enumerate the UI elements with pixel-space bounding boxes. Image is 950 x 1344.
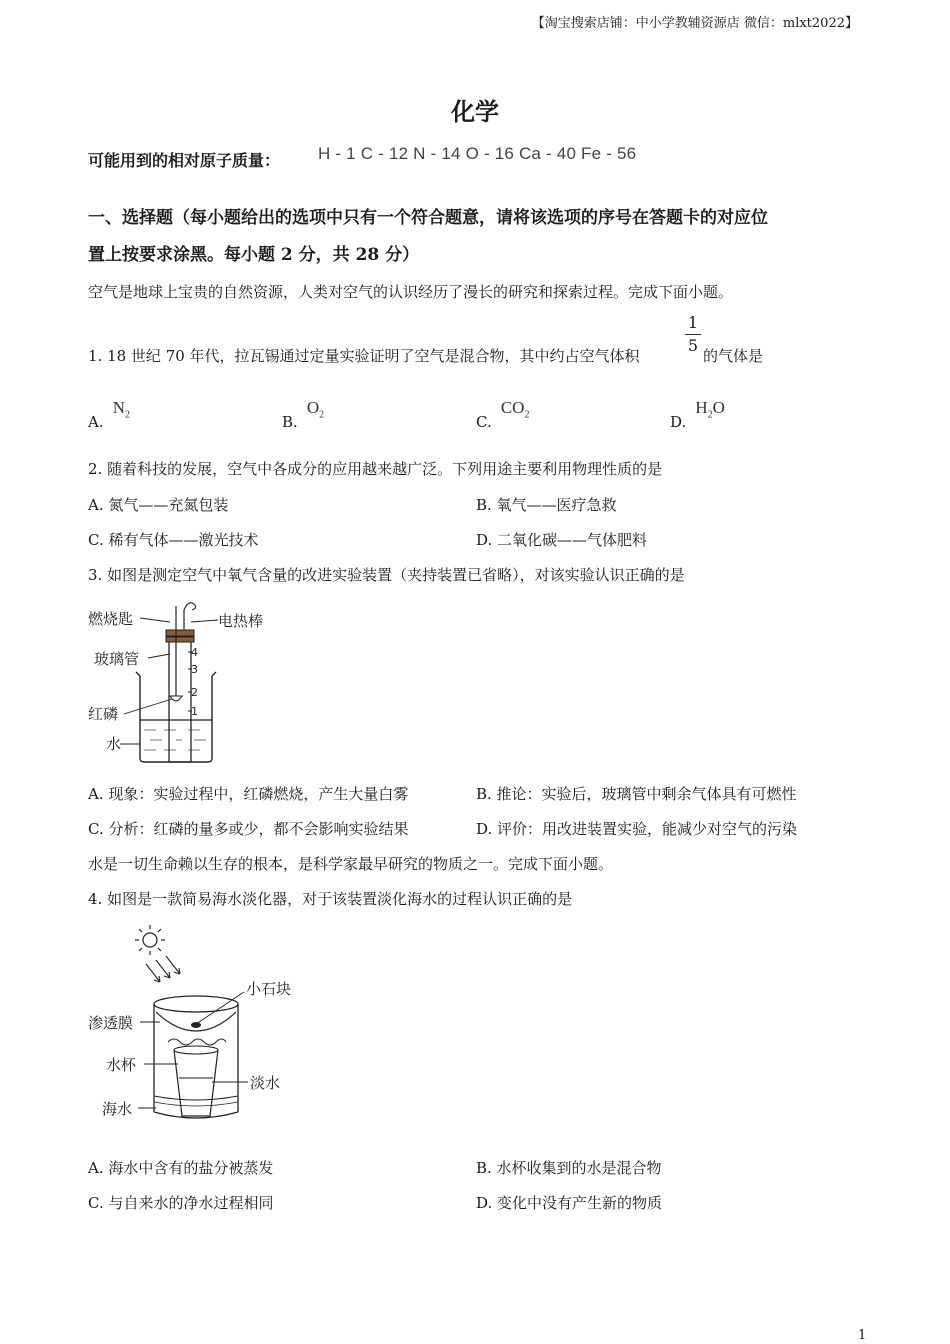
q1-option-a[interactable] bbox=[88, 398, 130, 431]
q1-stem bbox=[88, 346, 640, 366]
q4-stem: 4. 如图是一款简易海水淡化器，对于该装置淡化海水的过程认识正确的是 bbox=[88, 890, 573, 908]
q3-option-c[interactable]: C. 分析：红磷的量多或少，都不会影响实验结果 bbox=[88, 820, 409, 838]
q1-option-b[interactable] bbox=[282, 398, 325, 431]
option-formula: $H_2O$ bbox=[695, 398, 725, 421]
section-heading-line1: 一、选择题（每小题给出的选项中只有一个符合题意，请将该选项的序号在答题卡的对应位 bbox=[88, 208, 768, 228]
q4-option-c[interactable]: C. 与自来水的净水过程相同 bbox=[88, 1194, 274, 1212]
q4-option-a[interactable]: A. 海水中含有的盐分被蒸发 bbox=[88, 1159, 274, 1177]
q4-option-d[interactable]: D. 变化中没有产生新的物质 bbox=[476, 1194, 663, 1212]
q3-option-b[interactable]: B. 推论：实验后，玻璃管中剩余气体具有可燃性 bbox=[476, 785, 797, 803]
q3-option-a[interactable]: A. 现象：实验过程中，红磷燃烧，产生大量白雾 bbox=[88, 785, 409, 803]
atomic-masses: H - 1 C - 12 N - 14 O - 16 Ca - 40 Fe - 56 bbox=[318, 144, 637, 163]
q3-option-d[interactable]: D. 评价：用改进装置实验，能减少对空气的污染 bbox=[476, 820, 798, 838]
scale-2: 2 bbox=[191, 686, 198, 699]
label-sea-water: 海水 bbox=[102, 1100, 133, 1118]
fraction-bar bbox=[685, 334, 701, 335]
q1-fraction bbox=[685, 314, 701, 355]
scale-1: 1 bbox=[191, 705, 198, 718]
q2-option-c[interactable]: C. 稀有气体——激光技术 bbox=[88, 531, 259, 549]
sea-water-level bbox=[154, 1096, 238, 1100]
section-heading-line2: 置上按要求涂黑。每小题 2 分，共 28 分） bbox=[88, 245, 420, 265]
q1-stem-before: 1. 18 世纪 70 年代，拉瓦锡通过定量实验证明了空气是混合物，其中约占空气体积 bbox=[88, 347, 640, 365]
q3-apparatus-figure bbox=[84, 596, 294, 768]
option-formula: $O_2$ bbox=[306, 398, 325, 421]
option-formula: $CO_2$ bbox=[500, 398, 530, 421]
option-letter: C. bbox=[476, 413, 492, 431]
option-letter: D. bbox=[670, 413, 687, 431]
fraction-numerator: 1 bbox=[687, 313, 699, 332]
intro-water: 水是一切生命赖以生存的根本，是科学家最早研究的物质之一。完成下面小题。 bbox=[88, 855, 614, 873]
q1-stem-after: 的气体是 bbox=[703, 347, 764, 365]
intro-air: 空气是地球上宝贵的自然资源，人类对空气的认识经历了漫长的研究和探索过程。完成下面小题。 bbox=[88, 283, 734, 301]
q1-option-c[interactable] bbox=[476, 398, 530, 431]
q2-option-b[interactable]: B. 氧气——医疗急救 bbox=[476, 496, 617, 514]
option-formula: $N_2$ bbox=[112, 398, 130, 421]
sun-icon bbox=[135, 925, 165, 955]
label-phosphorus: 红磷 bbox=[88, 705, 119, 723]
red-phosphorus bbox=[170, 696, 182, 701]
sunlight-arrows bbox=[146, 956, 180, 982]
q4-desalinator-figure bbox=[84, 920, 314, 1140]
membrane bbox=[156, 1012, 236, 1031]
scale-3: 3 bbox=[191, 663, 198, 676]
water-hatching bbox=[144, 730, 206, 750]
atomic-masses-label: 可能用到的相对原子质量： bbox=[88, 151, 281, 170]
page-number: 1 bbox=[858, 1328, 867, 1343]
q4-option-b[interactable]: B. 水杯收集到的水是混合物 bbox=[476, 1159, 662, 1177]
page-title: 化学 bbox=[451, 97, 499, 126]
label-heating-rod: 电热棒 bbox=[218, 612, 264, 630]
label-water: 水 bbox=[106, 735, 122, 753]
q2-option-a[interactable]: A. 氮气——充氮包装 bbox=[88, 496, 229, 514]
label-stone: 小石块 bbox=[246, 980, 292, 998]
q2-stem: 2. 随着科技的发展，空气中各成分的应用越来越广泛。下列用途主要利用物理性质的是 bbox=[88, 460, 663, 478]
label-fresh-water: 淡水 bbox=[250, 1074, 281, 1092]
stopper bbox=[166, 630, 194, 636]
option-letter: A. bbox=[88, 413, 104, 431]
header-note: 【淘宝搜索店铺：中小学教辅资源店 微信：mlxt2022】 bbox=[531, 16, 858, 31]
scale-4: 4 bbox=[191, 646, 198, 659]
label-spoon: 燃烧匙 bbox=[88, 610, 134, 628]
label-glass-tube: 玻璃管 bbox=[94, 650, 140, 668]
fraction-denominator: 5 bbox=[687, 336, 699, 355]
label-membrane: 渗透膜 bbox=[88, 1014, 134, 1032]
label-cup: 水杯 bbox=[106, 1056, 137, 1074]
q3-stem: 3. 如图是测定空气中氧气含量的改进实验装置（夹持装置已省略），对该实验认识正确的是 bbox=[88, 566, 685, 584]
container-bottom bbox=[154, 1112, 238, 1118]
option-letter: B. bbox=[282, 413, 298, 431]
small-stone bbox=[191, 1022, 201, 1028]
q2-option-d[interactable]: D. 二氧化碳——气体肥料 bbox=[476, 531, 648, 549]
q1-option-d[interactable] bbox=[670, 398, 725, 431]
